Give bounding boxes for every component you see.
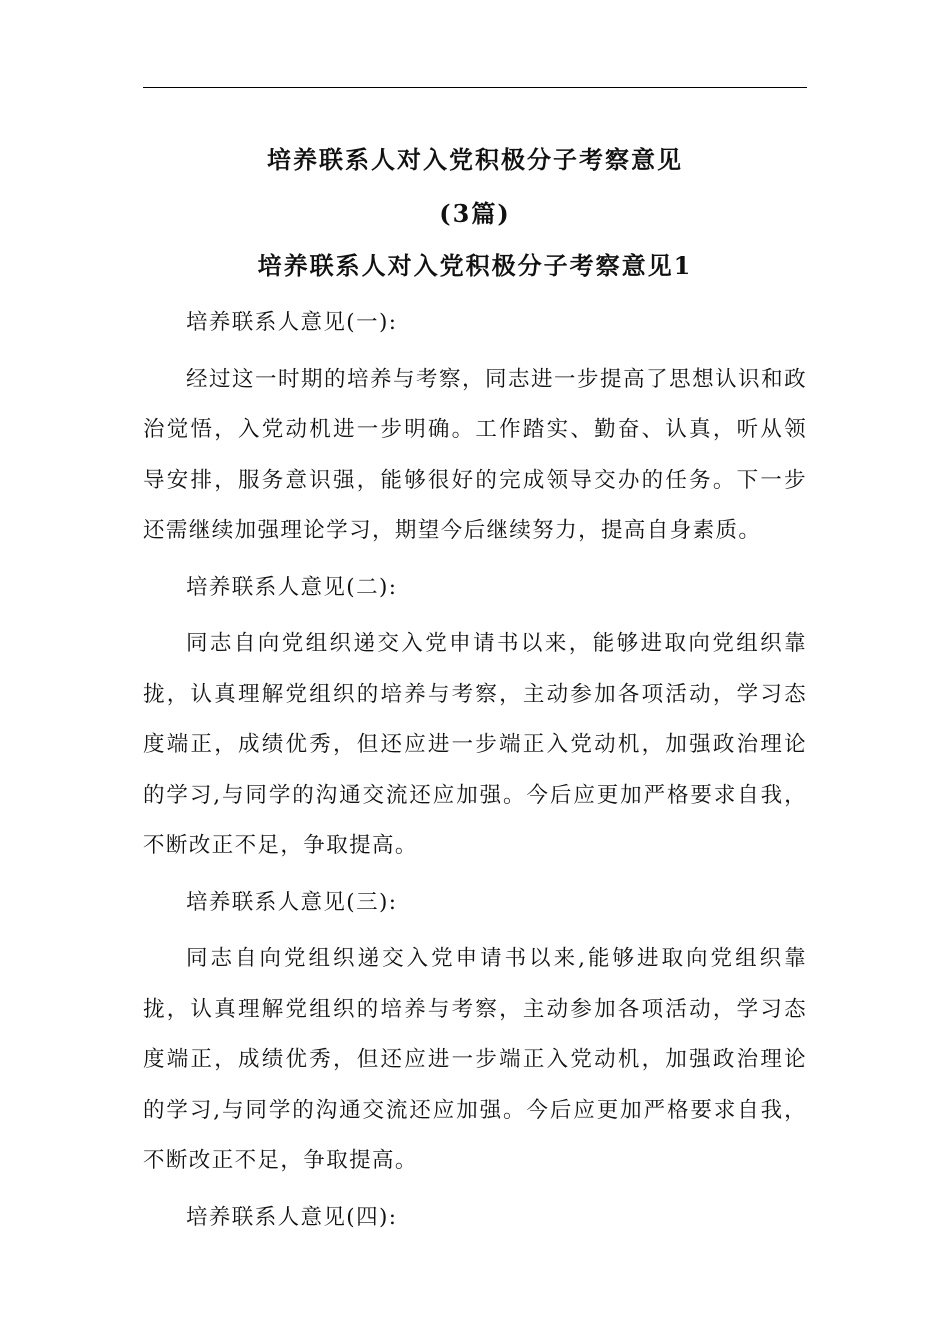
header-rule bbox=[143, 87, 807, 88]
document-title: 培养联系人对入党积极分子考察意见 bbox=[267, 145, 683, 174]
opinion-1-label: 培养联系人意见(一): bbox=[186, 310, 398, 335]
opinion-3-label: 培养联系人意见(三): bbox=[186, 889, 398, 915]
document-body bbox=[143, 298, 807, 1243]
opinion-3-text: 同志自向党组织递交入党申请书以来,能够进取向党组织靠拢，认真理解党组织的培养与考察，主动参加各项活动，学习态度端正，成绩优秀，但还应进一步端正入党动机，加强政治理论的学习,与同学的沟通交流还应加强。今后应更加严格要求自我，不断改正不足，争取提高。 bbox=[143, 946, 807, 1173]
opinion-4-label: 培养联系人意见(四): bbox=[186, 1204, 398, 1230]
opinion-2-label: 培养联系人意见(二): bbox=[186, 574, 398, 600]
document-subtitle: (3篇) bbox=[439, 199, 511, 228]
opinion-2-text: 同志自向党组织递交入党申请书以来，能够进取向党组织靠拢，认真理解党组织的培养与考察，主动参加各项活动，学习态度端正，成绩优秀，但还应进一步端正入党动机，加强政治理论的学习,与同学的沟通交流还应加强。今后应更加严格要求自我，不断改正不足，争取提高。 bbox=[143, 631, 807, 858]
section-heading: 培养联系人对入党积极分子考察意见1 bbox=[257, 251, 693, 280]
opinion-1-text: 经过这一时期的培养与考察，同志进一步提高了思想认识和政治觉悟，入党动机进一步明确。工作踏实、勤奋、认真，听从领导安排，服务意识强，能够很好的完成领导交办的任务。下一步还需继续加强理论学习，期望今后继续努力，提高自身素质。 bbox=[143, 366, 807, 543]
